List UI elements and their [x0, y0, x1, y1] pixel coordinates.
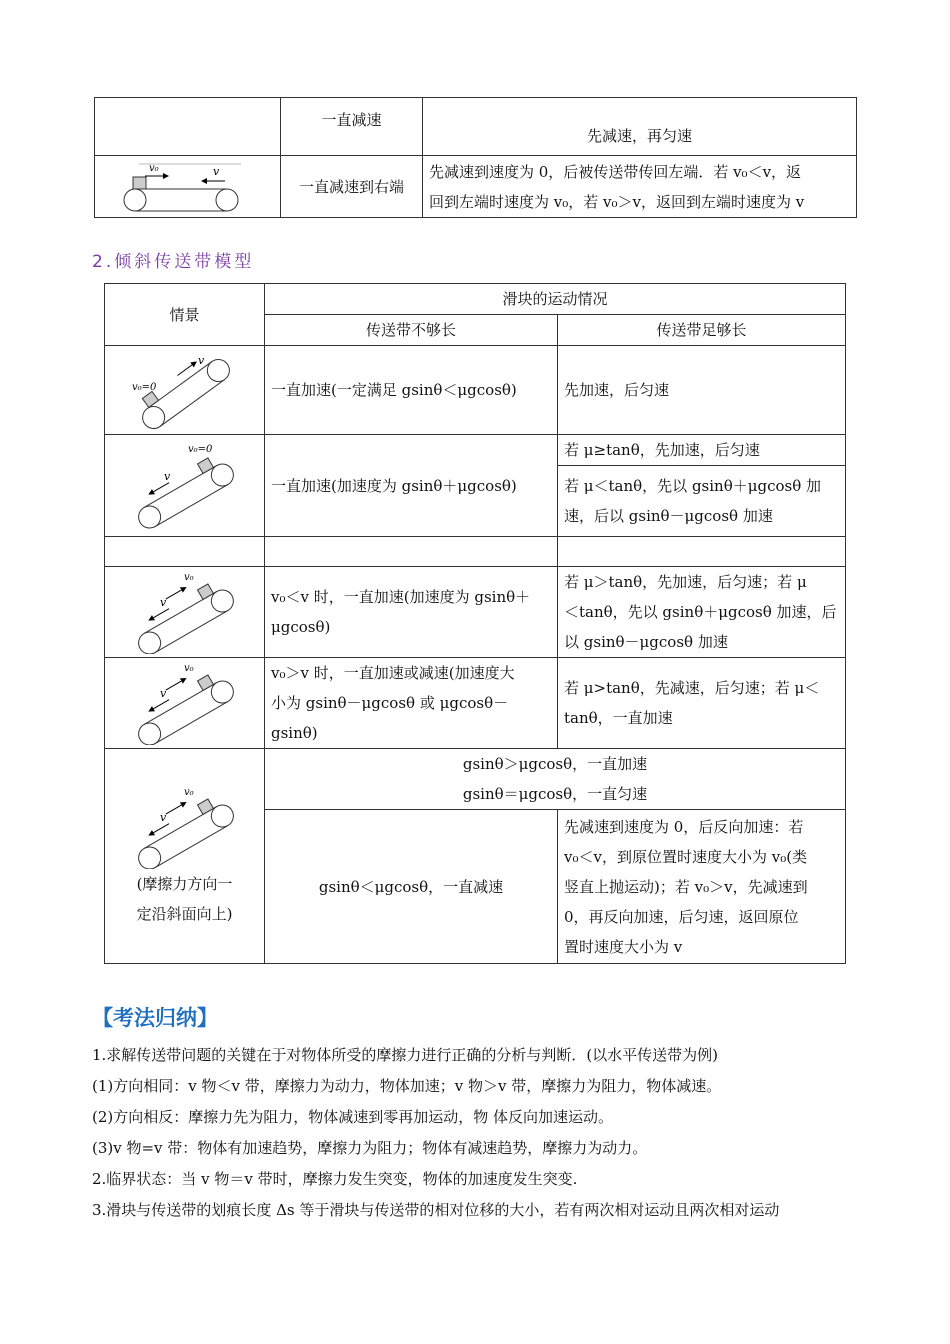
incline-figure-6 [105, 749, 265, 964]
cell-line: 若 μ＜tanθ，先以 gsinθ＋μgcosθ 加 [564, 477, 822, 495]
fig-v-label: v [212, 164, 219, 178]
result-cell [423, 156, 857, 218]
summary-title: 【考法归纳】 [92, 1006, 218, 1030]
fig-v-label: v [159, 596, 166, 609]
cell-line: v₀＜v 时，一直加速(加速度为 gsinθ＋ [271, 588, 531, 606]
incline-figure-5 [105, 658, 265, 749]
horizontal-belt-table [94, 97, 857, 218]
cell-line: 置时速度大小为 v [564, 937, 683, 956]
long-belt-cell [558, 567, 846, 658]
header-motion: 滑块的运动情况 [265, 284, 846, 315]
cell-line: v₀＞v 时，一直加速或减速(加速度大 [271, 664, 515, 682]
fig-v-label: v [163, 469, 170, 483]
short-belt-cell [265, 658, 558, 749]
result-line: 先减速到速度为 0，后被传送带传回左端．若 v₀＜v，返 [429, 162, 802, 181]
mode-cell: 一直减速 [281, 98, 423, 156]
condition-cell [265, 749, 846, 810]
long-belt-cell [558, 658, 846, 749]
inclined-belt-table [104, 283, 846, 964]
cell-line: 0，再反向加速，后匀速，返回原位 [564, 907, 799, 926]
mode-cell: 一直减速到右端 [281, 156, 423, 218]
long-belt-cell: 先加速，后匀速 [558, 346, 846, 435]
cell-line: 先减速到速度为 0，后反向加速：若 [564, 817, 804, 836]
cell-line: 若 μ＞tanθ，先加速，后匀速；若 μ [564, 573, 807, 591]
result-cell: 先减速，再匀速 [423, 98, 857, 156]
summary-line: (2)方向相反：摩擦力先为阻力，物体减速到零再加运动，物 体反向加速运动。 [92, 1108, 614, 1126]
fig-v-label: v [197, 354, 204, 367]
summary-line: 3.滑块与传送带的划痕长度 Δs 等于滑块与传送带的相对位移的大小，若有两次相对运动且两次相对运动 [92, 1201, 780, 1219]
short-belt-cell: gsinθ＜μgcosθ，一直减速 [265, 810, 558, 964]
incline-figure-1 [105, 346, 265, 435]
summary-body [92, 1040, 882, 1226]
long-belt-cell [558, 810, 846, 964]
long-belt-cell: 若 μ≥tanθ，先加速，后匀速 [558, 435, 846, 466]
figure-caption: 定沿斜面向上) [136, 905, 233, 923]
section-title: 2.倾斜传送带模型 [92, 252, 255, 272]
empty-cell [265, 537, 558, 567]
fig-v0-label: v₀=0 [131, 382, 156, 393]
cell-line: 以 gsinθ－μgcosθ 加速 [564, 633, 728, 651]
cell-line: v₀＜v，到原位置时速度大小为 v₀(类 [564, 847, 808, 866]
cell-line: tanθ，一直加速 [564, 709, 673, 727]
short-belt-cell: 一直加速(加速度为 gsinθ＋μgcosθ) [265, 435, 558, 537]
empty-cell [558, 537, 846, 567]
empty-cell [105, 537, 265, 567]
figure-caption: (摩擦力方向一 [136, 875, 233, 893]
horizontal-belt-figure [95, 156, 281, 218]
fig-v-label: v [159, 687, 166, 700]
summary-line: (3)v 物=v 带：物体有加速趋势，摩擦力为阻力；物体有减速趋势，摩擦力为动力。 [92, 1139, 648, 1157]
cell-line: 若 μ>tanθ，先减速，后匀速；若 μ＜ [564, 679, 820, 697]
scene-cell-empty [95, 98, 281, 156]
fig-v0-label: v₀ [183, 787, 194, 798]
summary-line: (1)方向相同：v 物＜v 带，摩擦力为动力，物体加速；v 物＞v 带，摩擦力为阻力，物体减速。 [92, 1077, 722, 1095]
short-belt-cell: 一直加速(一定满足 gsinθ＜μgcosθ) [265, 346, 558, 435]
fig-v0-label: v₀ [183, 572, 194, 583]
header-scene: 情景 [105, 284, 265, 346]
cell-line: gsinθ＝μgcosθ，一直匀速 [462, 785, 648, 803]
fig-v0-label: v₀ [148, 162, 159, 174]
fig-v0-label: v₀=0 [187, 443, 212, 455]
summary-line: 2.临界状态：当 v 物＝v 带时，摩擦力发生突变，物体的加速度发生突变. [92, 1170, 578, 1188]
incline-figure-4 [105, 567, 265, 658]
cell-line: 小为 gsinθ－μgcosθ 或 μgcosθ－gsinθ) [271, 694, 509, 742]
incline-figure-2 [105, 435, 265, 537]
long-belt-cell [558, 466, 846, 537]
summary-line: 1.求解传送带问题的关键在于对物体所受的摩擦力进行正确的分析与判断．(以水平传送带为例) [92, 1046, 719, 1064]
fig-v0-label: v₀ [183, 663, 194, 674]
cell-line: ＜tanθ，先以 gsinθ＋μgcosθ 加速，后 [564, 603, 837, 621]
cell-line: 竖直上抛运动)；若 v₀＞v，先减速到 [564, 877, 808, 896]
cell-line: μgcosθ) [271, 618, 331, 636]
header-long-belt: 传送带足够长 [558, 315, 846, 346]
cell-line: gsinθ＞μgcosθ，一直加速 [462, 755, 648, 773]
cell-line: 速，后以 gsinθ－μgcosθ 加速 [564, 507, 773, 525]
short-belt-cell [265, 567, 558, 658]
header-short-belt: 传送带不够长 [265, 315, 558, 346]
fig-v-label: v [159, 811, 166, 824]
result-line: 回到左端时速度为 v₀，若 v₀＞v，返回到左端时速度为 v [429, 192, 805, 211]
